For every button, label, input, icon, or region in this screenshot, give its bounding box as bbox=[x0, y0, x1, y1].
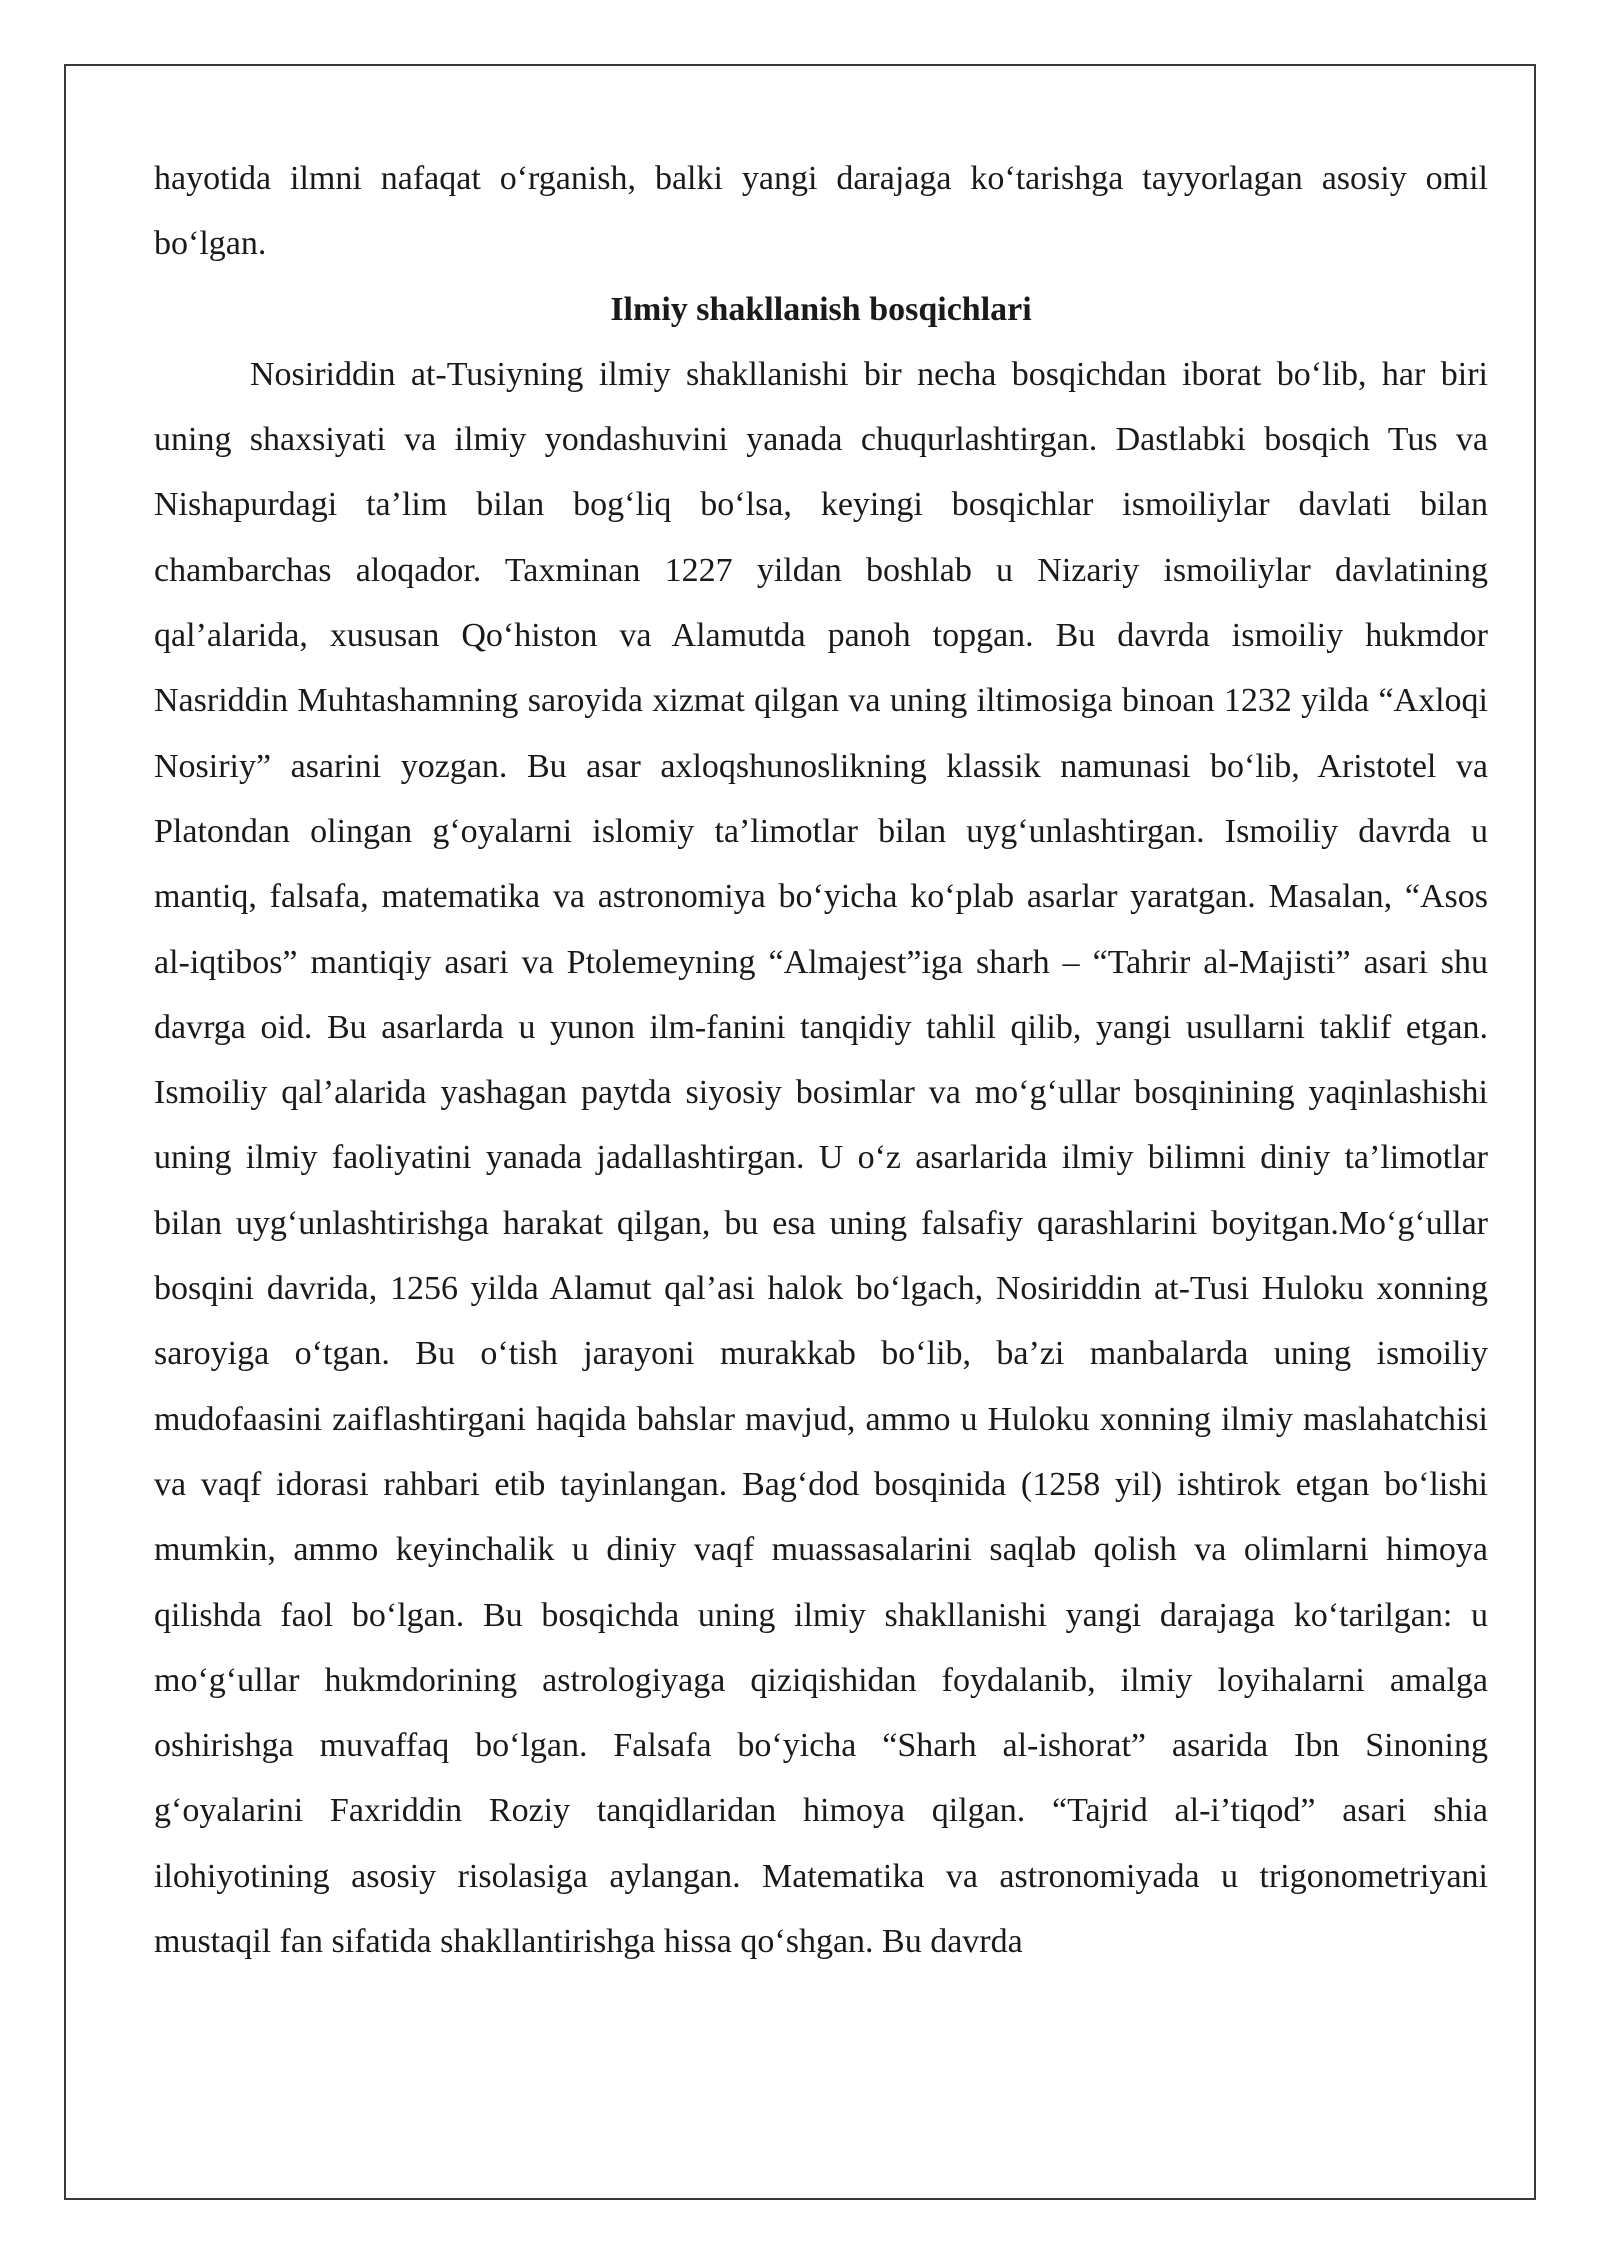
main-paragraph: Nosiriddin at-Tusiyning ilmiy shakllanishi bir necha bosqichdan iborat bo‘lib, har biri uning shaxsiyati va ilmiy yondashuvini yanada chuqurlashtirgan. Dastlabki bosqich Tus va Nishapurdagi ta’lim bilan bog‘liq bo‘lsa, keyingi bosqichlar ismoiliylar davlati bilan chambarchas aloqador. Taxminan 1227 yildan boshlab u Nizariy ismoiliylar davlatining qal’alarida, xususan Qo‘histon va Alamutda panoh topgan. Bu davrda ismoiliy hukmdor Nasriddin Muhtashamning saroyida xizmat qilgan va uning iltimosiga binoan 1232 yilda “Axloqi Nosiriy” asarini yozgan. Bu asar axloqshunoslikning klassik namunasi bo‘lib, Aristotel va Platondan olingan g‘oyalarni islomiy ta’limotlar bilan uyg‘unlashtirgan. Ismoiliy davrda u mantiq, falsafa, matematika va astronomiya bo‘yicha ko‘plab asarlar yaratgan. Masalan, “Asos al-iqtibos” mantiqiy asari va Ptolemeyning “Almajest”iga sharh – “Tahrir al-Majisti” asari shu davrga oid. Bu asarlarda u yunon ilm-fanini tanqidiy tahlil qilib, yangi usullarni taklif etgan. Ismoiliy qal’alarida yashagan paytda siyosiy bosimlar va mo‘g‘ullar bosqinining yaqinlashishi uning ilmiy faoliyatini yanada jadallashtirgan. U o‘z asarlarida ilmiy bilimni diniy ta’limotlar bilan uyg‘unlashtirishga harakat qilgan, bu esa uning falsafiy qarashlarini boyitgan.Mo‘g‘ullar bosqini davrida, 1256 yilda Alamut qal’asi halok bo‘lgach, Nosiriddin at-Tusi Huloku xonning saroyiga o‘tgan. Bu o‘tish jarayoni murakkab bo‘lib, ba’zi manbalarda uning ismoiliy mudofaasini zaiflashtirgani haqida bahslar mavjud, ammo u Huloku xonning ilmiy maslahatchisi va vaqf idorasi rahbari etib tayinlangan. Bag‘dod bosqinida (1258 yil) ishtirok etgan bo‘lishi mumkin, ammo keyinchalik u diniy vaqf muassasalarini saqlab qolish va olimlarni himoya qilishda faol bo‘lgan. Bu bosqichda uning ilmiy shakllanishi yangi darajaga ko‘tarilgan: u mo‘g‘ullar hukmdorining astrologiyaga qiziqishidan foydalanib, ilmiy loyihalarni amalga oshirishga muvaffaq bo‘lgan. Falsafa bo‘yicha “Sharh al-ishorat” asarida Ibn Sinoning g‘oyalarini Faxriddin Roziy tanqidlaridan himoya qilgan. “Tajrid al-i’tiqod” asari shia ilohiyotining asosiy risolasiga aylangan. Matematika va astronomiyada u trigonometriyani mustaqil fan sifatida shakllantirishga hissa qo‘shgan. Bu davrda bbox=[154, 355, 1488, 1961]
section-heading: Ilmiy shakllanish bosqichlari bbox=[610, 290, 1032, 328]
document-body bbox=[154, 146, 1488, 1974]
continued-paragraph: hayotida ilmni nafaqat o‘rganish, balki yangi darajaga ko‘tarishga tayyorlagan asosiy omil bo‘lgan. bbox=[154, 160, 1488, 263]
